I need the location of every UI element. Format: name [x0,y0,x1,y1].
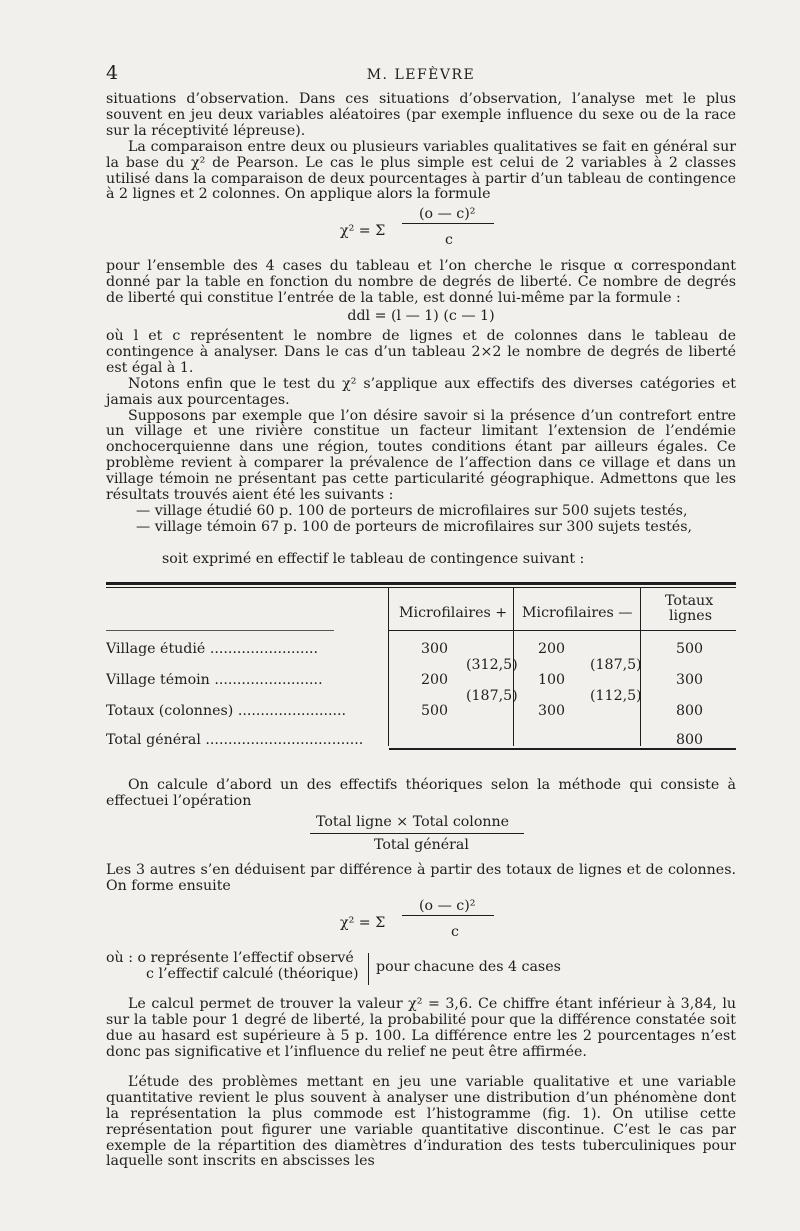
cell-temoin-total: 300 [676,671,704,688]
legend-line-o: où : o représente l’effectif observé [106,950,354,967]
cell-total-general: 800 [676,731,704,748]
cell-etudie-plus: 300 [421,640,449,657]
expected-value: (312,5) [466,656,518,673]
header-lignes: lignes [669,607,712,624]
row-label-totaux-colonnes: Totaux (colonnes) ........................ [106,703,347,719]
ratio-formula [106,813,736,857]
list-item: — village témoin 67 p. 100 de porteurs de microfilaires sur 300 sujets testés, [136,518,692,535]
formula-denominator: c [451,924,459,941]
cell-totaux-minus: 300 [538,702,566,719]
cell-temoin-minus: 100 [538,671,566,688]
chi-square-formula-2 [106,899,736,949]
table-top-rule [106,582,736,585]
expected-value: (187,5) [466,687,518,704]
paragraph-1: situations d’observation. Dans ces situations d’observation, l’analyse met le plus souvent en jeu deux variables aléatoires (par exemple influence du sexe ou de la race sur la réceptivité lépreuse). [106,91,736,139]
cell-totaux-total: 800 [676,702,704,719]
expected-value: (187,5) [590,656,642,673]
header-totaux: Totaux [665,592,714,609]
header-microfilaires-plus: Microfilaires + [399,604,508,621]
row-label-village-etudie: Village étudié ........................ [106,641,319,657]
fraction-bar [402,223,494,224]
row-label-village-temoin: Village témoin ........................ [106,672,323,688]
contingency-table [0,582,800,760]
fraction-bar [402,915,494,916]
formula-numerator: (o — c)² [419,898,476,915]
list-item: — village étudié 60 p. 100 de porteurs de microfilaires sur 500 sujets testés, [136,502,688,519]
running-head-author: M. LEFÈVRE [366,67,476,83]
ddl-formula: ddl = (l — 1) (c — 1) [347,308,495,325]
table-top-rule-thin [106,587,736,588]
header-microfilaires-minus: Microfilaires — [522,604,633,621]
paragraph-9: Les 3 autres s’en déduisent par différence à partir des totaux de lignes et de colonnes. On forme ensuite [106,862,736,895]
paragraph-2: La comparaison entre deux ou plusieurs variables qualitatives se fait en général sur la base du χ² de Pearson. Le cas le plus simple est celui de 2 variables à 2 classes utilisé dans la comparaison de deux pourcentages à partir d’un tableau de contingence à 2 lignes et 2 colonnes. On applique alors la formule [106,138,736,203]
row-label-total-general: Total général ................................... [106,732,364,748]
paragraph-8: On calcule d’abord un des effectifs théoriques selon la méthode qui consiste à effectuei l’opération [106,776,736,809]
legend-line-c: c l’effectif calculé (théorique) [146,966,359,983]
header-underline [389,630,736,631]
cell-etudie-total: 500 [676,640,704,657]
page [106,62,736,1170]
chi-square-formula-1 [106,207,736,257]
header-underline-left [106,630,334,631]
page-number: 4 [106,62,119,84]
legend-bracket [368,953,369,985]
paragraph-11: L’étude des problèmes mettant en jeu une variable qualitative et une variable quantitative revient le plus souvent à analyser une distribution d’un phénomène dont la représentation la plus commode est l’histogramme (fig. 1). On utilise cette représentation pout figurer une variable quantitative discontinue. C’est le cas par exemple de la répartition des diamètres d’induration des tests tuberculiniques pour laquelle sont inscrits en abscisses les [106,1073,736,1170]
formula-denominator: c [445,232,453,249]
column-divider [388,588,389,746]
page-header [106,62,736,92]
ratio-numerator: Total ligne × Total colonne [316,814,510,831]
fraction-bar [310,833,524,834]
variable-legend [106,951,736,987]
paragraph-5: Notons enfin que le test du χ² s’applique aux effectifs des diverses catégories et jamais aux pourcentages. [106,375,736,408]
paragraph-10: Le calcul permet de trouver la valeur χ² = 3,6. Ce chiffre étant inférieur à 3,84, lu sur la table pour 1 degré de liberté, la probabilité pour que la différence constatée soit due au hasard est supérieure à 5 p. 100. La différence entre les 2 pourcentages n’est donc pas significative et l’influence du relief ne peut être affirmée. [106,996,736,1060]
cell-totaux-plus: 500 [421,702,449,719]
formula-lhs: χ² = Σ [340,915,386,932]
cell-temoin-plus: 200 [421,671,449,688]
cell-etudie-minus: 200 [538,640,566,657]
paragraph-4: où l et c représentent le nombre de lignes et de colonnes dans le tableau de contingence à analyser. Dans le cas d’un tableau 2×2 le nombre de degrés de liberté est égal à 1. [106,327,736,376]
formula-lhs: χ² = Σ [340,223,386,240]
paragraph-7: soit exprimé en effectif le tableau de contingence suivant : [162,550,585,567]
paragraph-3: pour l’ensemble des 4 cases du tableau et l’on cherche le risque α correspondant donné par la table en fonction du nombre de degrés de liberté. Ce nombre de degrés de liberté qui constitue l’entrée de la table, est donné lui-même par la formule : [106,258,736,307]
paragraph-6: Supposons par exemple que l’on désire savoir si la présence d’un contrefort entre un village et une rivière constitue un facteur limitant l’extension de l’endémie onchocerquienne dans une région, toutes conditions étant par ailleurs égales. Ce problème revient à comparer la prévalence de l’affection dans ce village et dans un village témoin ne présentant pas cette particularité géographique. Admettons que les résultats trouvés aient été les suivants : [106,407,736,504]
expected-value: (112,5) [590,687,642,704]
legend-note: pour chacune des 4 cases [376,959,561,976]
formula-numerator: (o — c)² [419,206,476,223]
ratio-denominator: Total général [374,837,469,854]
table-bottom-rule [389,748,736,750]
